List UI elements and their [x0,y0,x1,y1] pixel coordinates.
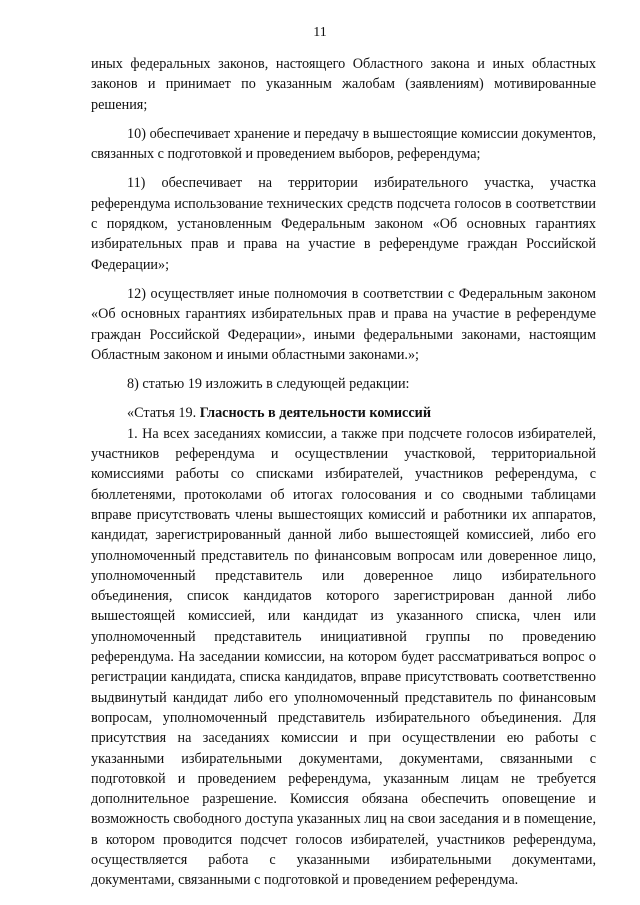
article-prefix: «Статья 19. [127,405,200,422]
paragraph-item-12: 12) осуществляет иные полномочия в соответствии с Федеральным законом «Об основных гарантиях избирательных прав и права на участие в референдуме граждан Российской Федерации», иными федеральными законами, настоящим Областным законом и иными областными законами.»; [91,285,596,363]
article-paragraph-1: 1. На всех заседаниях комиссии, а также при подсчете голосов избирателей, участников референдума и осуществлении участковой, территориальной комиссиями работы со списками избирателей, участников референдума, с бюллетенями, протоколами об итогах голосования и со сводными таблицами вправе присутствовать члены вышестоящих комиссий и работники их аппаратов, кандидат, зарегистрированный данной либо вышестоящей комиссией, либо его уполномоченный представитель по финансовым вопросам или доверенное лицо, уполномоченный представитель или доверенное лицо избирательного объединения, список кандидатов которого зарегистрирован данной либо вышестоящей комиссией, или кандидат из указанного списка, член или уполномоченный представитель инициативной группы по проведению референдума. На заседании комиссии, на котором будет рассматриваться вопрос о регистрации кандидата, списка кандидатов, вправе присутствовать соответственно выдвинутый кандидат либо его уполномоченный представитель по финансовым вопросам, уполномоченный представитель избирательного объединения. Для присутствия на заседаниях комиссии и при осуществлении ею работы с указанными избирательными документами, документами, связанными с подготовкой и проведением референдума, указанным лицам не требуется дополнительное разрешение. Комиссия обязана обеспечить оповещение и возможность свободного доступа указанных лиц на свои заседания и в помещение, в котором проводится подсчет голосов избирателей, участников референдума, осуществляется работа с указанными избирательными документами, документами, связанными с подготовкой и проведением референдума. [91,425,596,889]
article-title: Гласность в деятельности комиссий [199,405,431,422]
paragraph-item-10: 10) обеспечивает хранение и передачу в вышестоящие комиссии документов, связанных с подготовкой и проведением выборов, референдума; [91,125,596,163]
page-number: 11 [313,25,327,40]
document-body [91,54,596,891]
paragraph-continuation: иных федеральных законов, настоящего Областного закона и иных областных законов и принимает по указанным жалобам (заявлениям) мотивированные решения; [91,56,596,113]
paragraph-item-11: 11) обеспечивает на территории избирательного участка, участка референдума использование технических средств подсчета голосов в соответствии с порядком, установленным Федеральным законом «Об основных гарантиях избирательных прав и права на участие в референдуме граждан Российской Федерации»; [91,175,596,273]
article-heading [91,403,596,423]
paragraph-item-8: 8) статью 19 изложить в следующей редакции: [127,376,410,393]
